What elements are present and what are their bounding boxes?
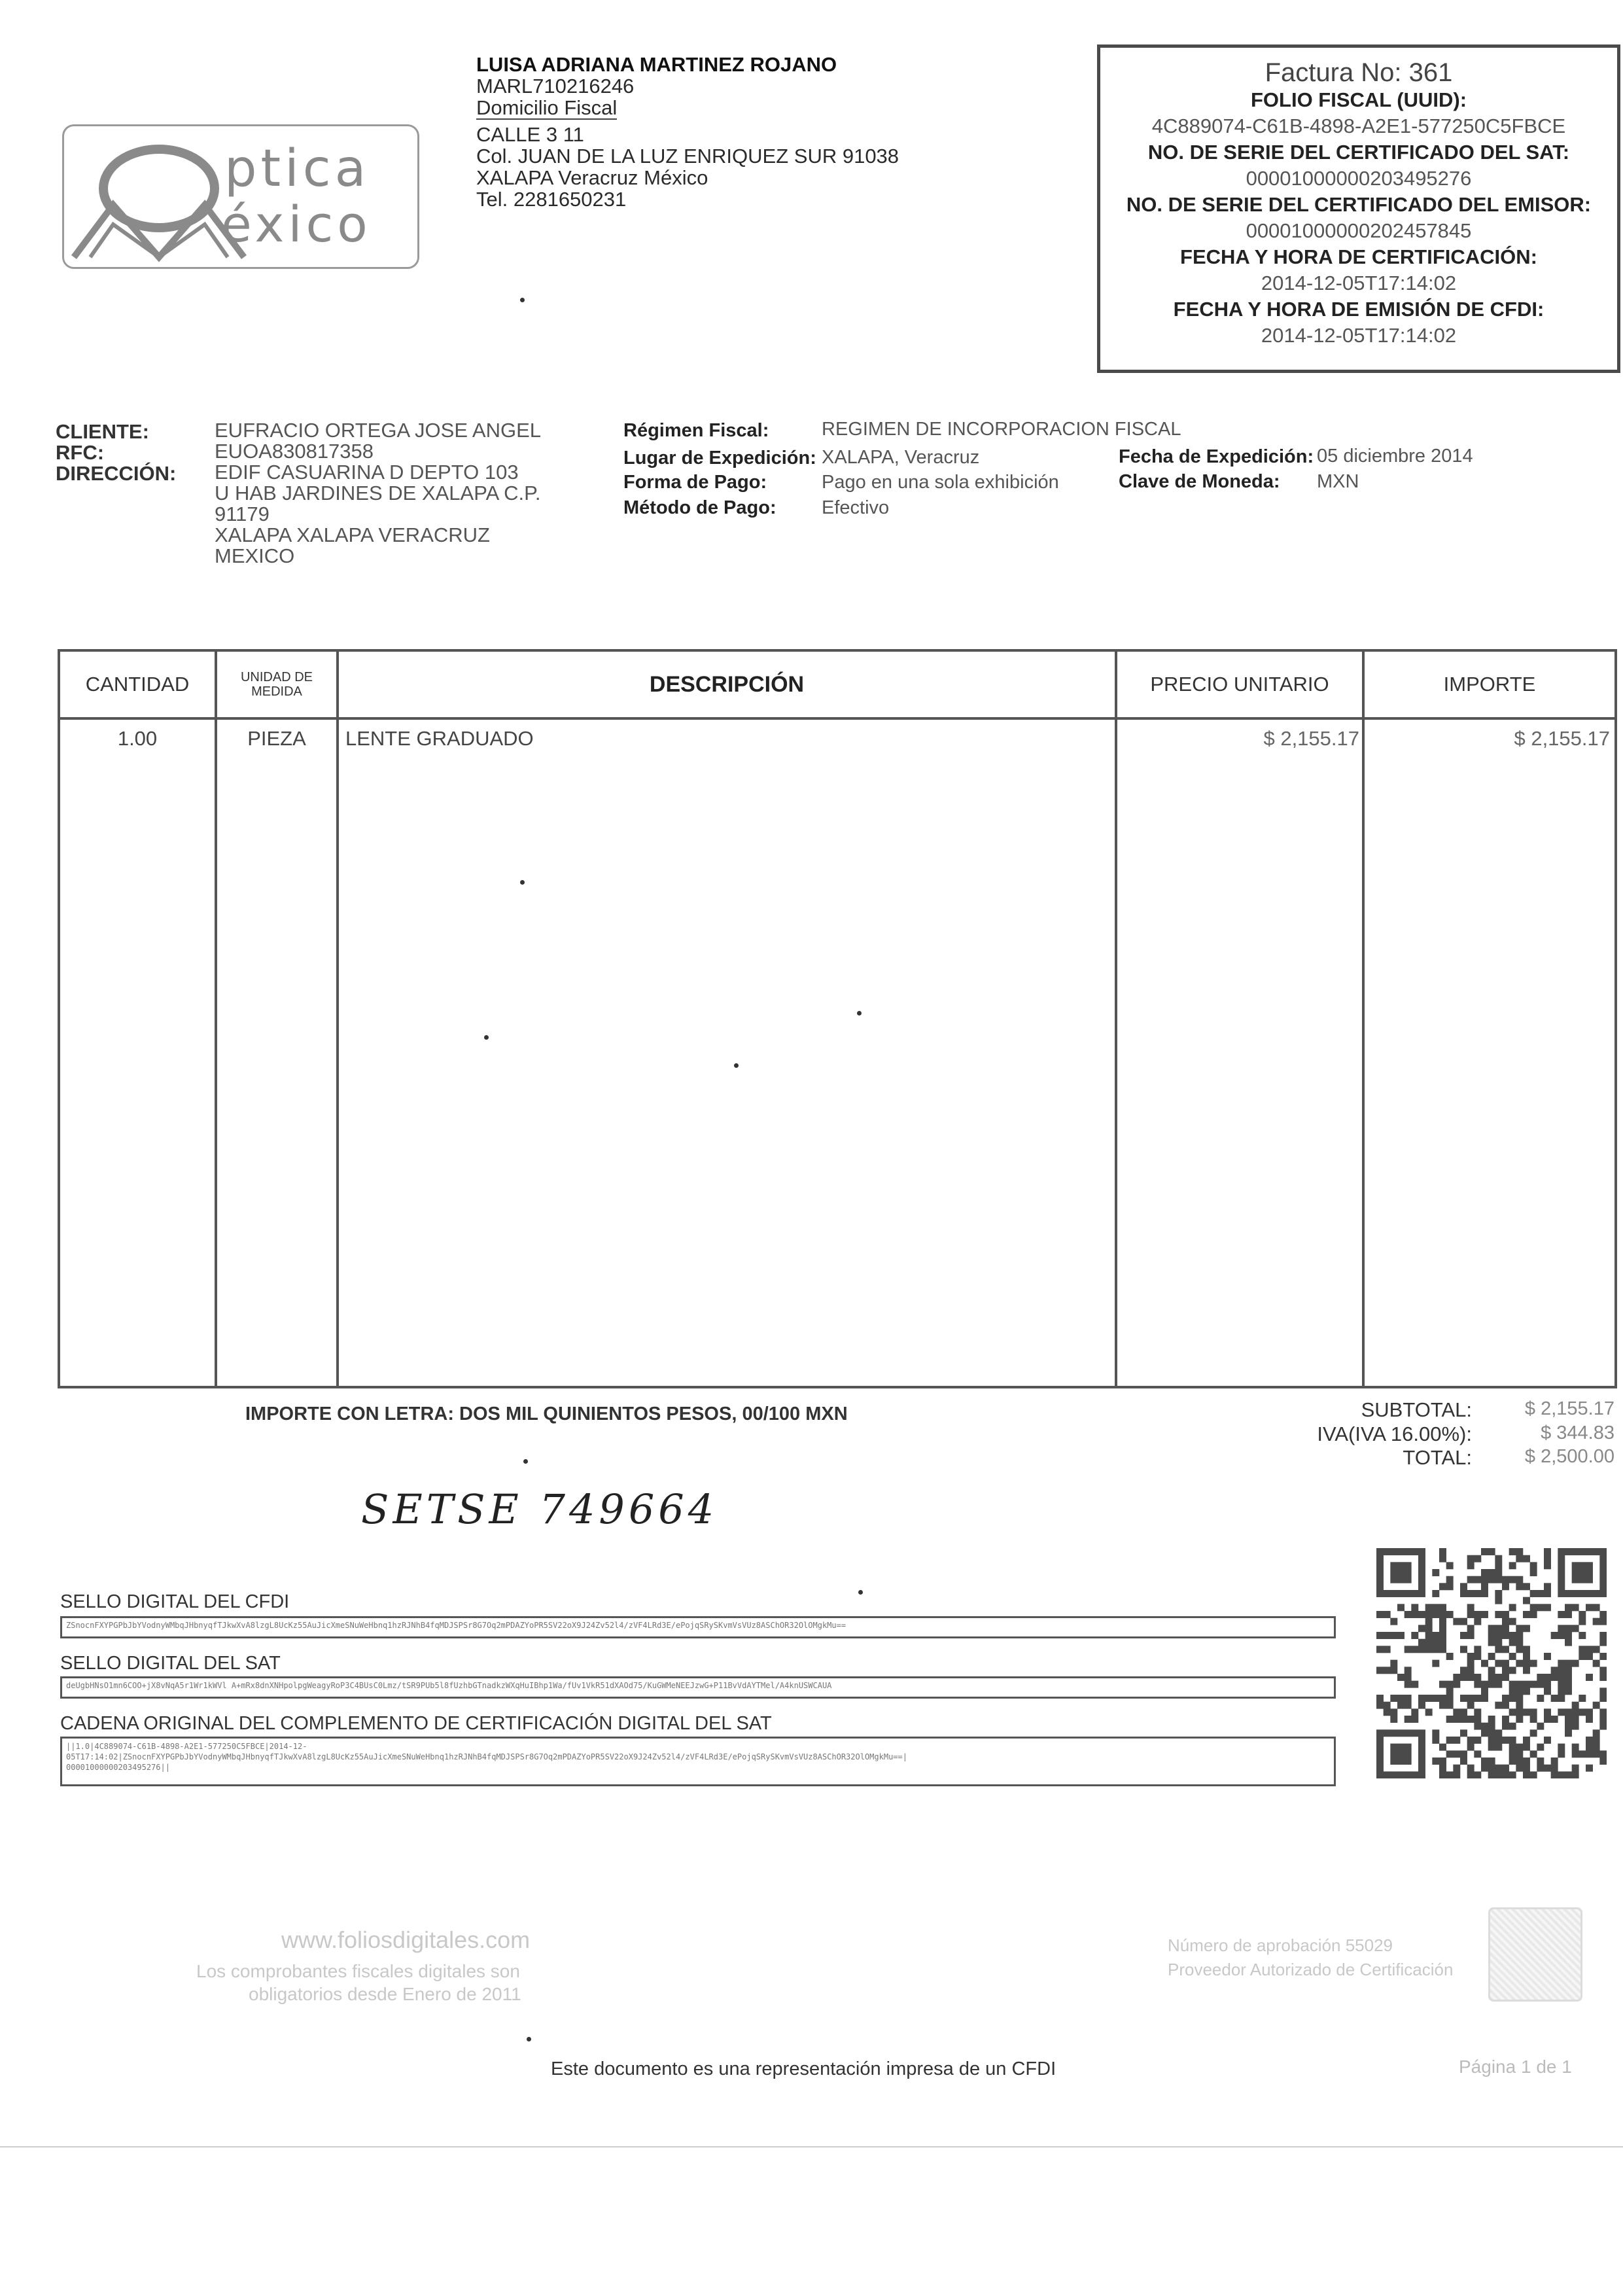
subtotal-value: $ 2,155.17 [1524, 1398, 1614, 1419]
items-table [58, 649, 1617, 1388]
certification-seal-icon [1488, 1907, 1582, 2002]
scan-speck [484, 1035, 489, 1040]
issuer-domicilio-label: Domicilio Fiscal [476, 96, 618, 119]
cert-date-value: 2014-12-05T17:14:02 [1261, 272, 1457, 294]
cliente-address-3: 91179 [215, 503, 270, 525]
amount-in-words: IMPORTE CON LETRA: DOS MIL QUINIENTOS PESOS, 00/100 MXN [245, 1404, 848, 1424]
cadena-original-label: CADENA ORIGINAL DEL COMPLEMENTO DE CERTIFICACIÓN DIGITAL DEL SAT [60, 1713, 772, 1734]
row-unidad: PIEZA [247, 727, 306, 750]
issuer-city: XALAPA Veracruz México [476, 166, 708, 189]
invoice-info-box [1097, 44, 1620, 373]
col-header-unidad [217, 652, 336, 717]
logo-text-top: ptica [224, 139, 370, 198]
scan-speck [520, 880, 525, 885]
lugar-value: XALAPA, Veracruz [822, 447, 980, 468]
col-header-descripcion: DESCRIPCIÓN [649, 671, 805, 697]
scan-speck [857, 1011, 862, 1016]
subtotal-label: SUBTOTAL: [1361, 1398, 1472, 1421]
sat-cert-label: NO. DE SERIE DEL CERTIFICADO DEL SAT: [1147, 141, 1570, 164]
logo-text-bottom: éxico [221, 195, 372, 253]
row-precio: $ 2,155.17 [1263, 727, 1359, 750]
sello-sat-label: SELLO DIGITAL DEL SAT [60, 1653, 281, 1674]
cert-date-label: FECHA Y HORA DE CERTIFICACIÓN: [1180, 245, 1537, 268]
footer-representation: Este documento es una representación impresa de un CFDI [551, 2058, 1056, 2079]
sello-sat-value: deUgbHNsO1mn6COO+jX8vNqA5r1Wr1kWVl A+mRx8dnXNHpolpgWeagyRoP3C4BUsC0Lmz/tSR9PUb5l8fUzhbGTnadkzWXqHuIBhp1Wa/fUv1VkR51dXAOd75/KuGWMeNEEJzwG+P11BvVdAYTMel/A4knUSWCAUA [66, 1681, 832, 1690]
qr-code-icon [1376, 1548, 1607, 1778]
cadena-line-3: 00001000000203495276|| [66, 1763, 170, 1772]
cliente-name: EUFRACIO ORTEGA JOSE ANGEL [215, 419, 541, 442]
sello-cfdi-box [60, 1616, 1336, 1638]
cliente-address-5: MEXICO [215, 544, 295, 567]
moneda-label: Clave de Moneda: [1119, 471, 1280, 492]
issuer-street: CALLE 3 11 [476, 123, 584, 146]
emission-date-label: FECHA Y HORA DE EMISIÓN DE CFDI: [1173, 298, 1544, 321]
row-descripcion: LENTE GRADUADO [345, 727, 534, 750]
emisor-cert-label: NO. DE SERIE DEL CERTIFICADO DEL EMISOR: [1126, 193, 1592, 216]
col-header-importe: IMPORTE [1443, 673, 1536, 696]
scan-speck [520, 298, 525, 302]
cliente-address-2: U HAB JARDINES DE XALAPA C.P. [215, 482, 541, 504]
uuid-value: 4C889074-C61B-4898-A2E1-577250C5FBCE [1151, 115, 1566, 137]
sello-cfdi-label: SELLO DIGITAL DEL CFDI [60, 1591, 290, 1612]
forma-label: Forma de Pago: [623, 472, 767, 493]
fecha-expedicion-label: Fecha de Expedición: [1119, 446, 1314, 467]
regimen-value: REGIMEN DE INCORPORACION FISCAL [822, 419, 1181, 440]
moneda-value: MXN [1317, 471, 1359, 492]
footer-legal-2: obligatorios desde Enero de 2011 [249, 1984, 521, 2004]
fecha-expedicion-value: 05 diciembre 2014 [1317, 446, 1473, 467]
cadena-line-2: 05T17:14:02|ZSnocnFXYPGPbJbYVodnyWMbqJHbnyqfTJkwXvA8lzgL8UcKz55AuJicXmeSNuWeHbnq1hzRJNhB4fqMDJSPSr8G7Oq2mPDAZYoPR5SV22oX9J24Zv52l4/zVF4LRd3E/ePojqSRySKvmVsVUz8ASChOR32OlOMgkMu==| [66, 1752, 907, 1761]
scan-speck [523, 1459, 528, 1464]
scan-edge-divider [0, 2146, 1623, 2147]
sat-cert-value: 00001000000203495276 [1246, 167, 1472, 190]
direccion-label: DIRECCIÓN: [56, 462, 177, 485]
scan-speck [858, 1590, 863, 1595]
uuid-label: FOLIO FISCAL (UUID): [1250, 88, 1467, 111]
footer-page-number: Página 1 de 1 [1459, 2057, 1572, 2077]
issuer-phone: Tel. 2281650231 [476, 188, 627, 211]
col-header-unidad-line2: MEDIDA [251, 684, 302, 699]
invoice-number: Factura No: 361 [1265, 58, 1453, 87]
handwritten-note: SETSE 749664 [361, 1485, 718, 1533]
cliente-label: CLIENTE: [56, 420, 149, 443]
footer-website: www.foliosdigitales.com [281, 1926, 531, 1953]
scan-speck [734, 1063, 739, 1068]
footer-right-1: Proveedor Autorizado de Certificación [1168, 1960, 1454, 1979]
company-logo [62, 124, 419, 269]
scan-speck [527, 2037, 531, 2041]
forma-value: Pago en una sola exhibición [822, 472, 1059, 493]
issuer-rfc: MARL710216246 [476, 75, 635, 97]
emission-date-value: 2014-12-05T17:14:02 [1261, 324, 1457, 347]
footer-right-2: Número de aprobación 55029 [1168, 1935, 1393, 1955]
metodo-label: Método de Pago: [623, 497, 777, 518]
cadena-line-1: ||1.0|4C889074-C61B-4898-A2E1-577250C5FBCE|2014-12- [66, 1742, 307, 1751]
iva-label: IVA(IVA 16.00%): [1317, 1422, 1472, 1445]
sello-sat-box [60, 1676, 1336, 1699]
qr-code [1376, 1548, 1607, 1778]
col-header-unidad-line1: UNIDAD DE [240, 670, 313, 684]
col-header-precio: PRECIO UNITARIO [1150, 673, 1329, 696]
sello-cfdi-value: ZSnocnFXYPGPbJbYVodnyWMbqJHbnyqfTJkwXvA8lzgL8UcKz55AuJicXmeSNuWeHbnq1hzRJNhB4fqMDJSPSr8G7Oq2mPDAZYoPR5SV22oX9J24Zv52l4/zVF4LRd3E/ePojqSRySKvmVsVUz8ASChOR32OlOMgkMu== [66, 1621, 846, 1630]
metodo-value: Efectivo [822, 497, 890, 518]
cliente-address-4: XALAPA XALAPA VERACRUZ [215, 523, 490, 546]
row-cantidad: 1.00 [117, 727, 158, 750]
rfc-label: RFC: [56, 441, 105, 464]
cliente-address-1: EDIF CASUARINA D DEPTO 103 [215, 461, 519, 484]
total-value: $ 2,500.00 [1524, 1446, 1614, 1467]
col-header-cantidad: CANTIDAD [85, 673, 190, 696]
regimen-label: Régimen Fiscal: [623, 420, 769, 441]
lugar-label: Lugar de Expedición: [623, 448, 816, 468]
issuer-block [476, 54, 899, 210]
emisor-cert-value: 00001000000202457845 [1246, 219, 1472, 242]
issuer-name: LUISA ADRIANA MARTINEZ ROJANO [476, 53, 837, 76]
iva-value: $ 344.83 [1541, 1422, 1614, 1443]
cliente-rfc: EUOA830817358 [215, 440, 374, 463]
total-label: TOTAL: [1403, 1446, 1472, 1469]
row-importe: $ 2,155.17 [1514, 727, 1610, 750]
footer-legal-1: Los comprobantes fiscales digitales son [196, 1961, 520, 1981]
issuer-colonia: Col. JUAN DE LA LUZ ENRIQUEZ SUR 91038 [476, 145, 899, 168]
cadena-original-box [60, 1737, 1336, 1786]
